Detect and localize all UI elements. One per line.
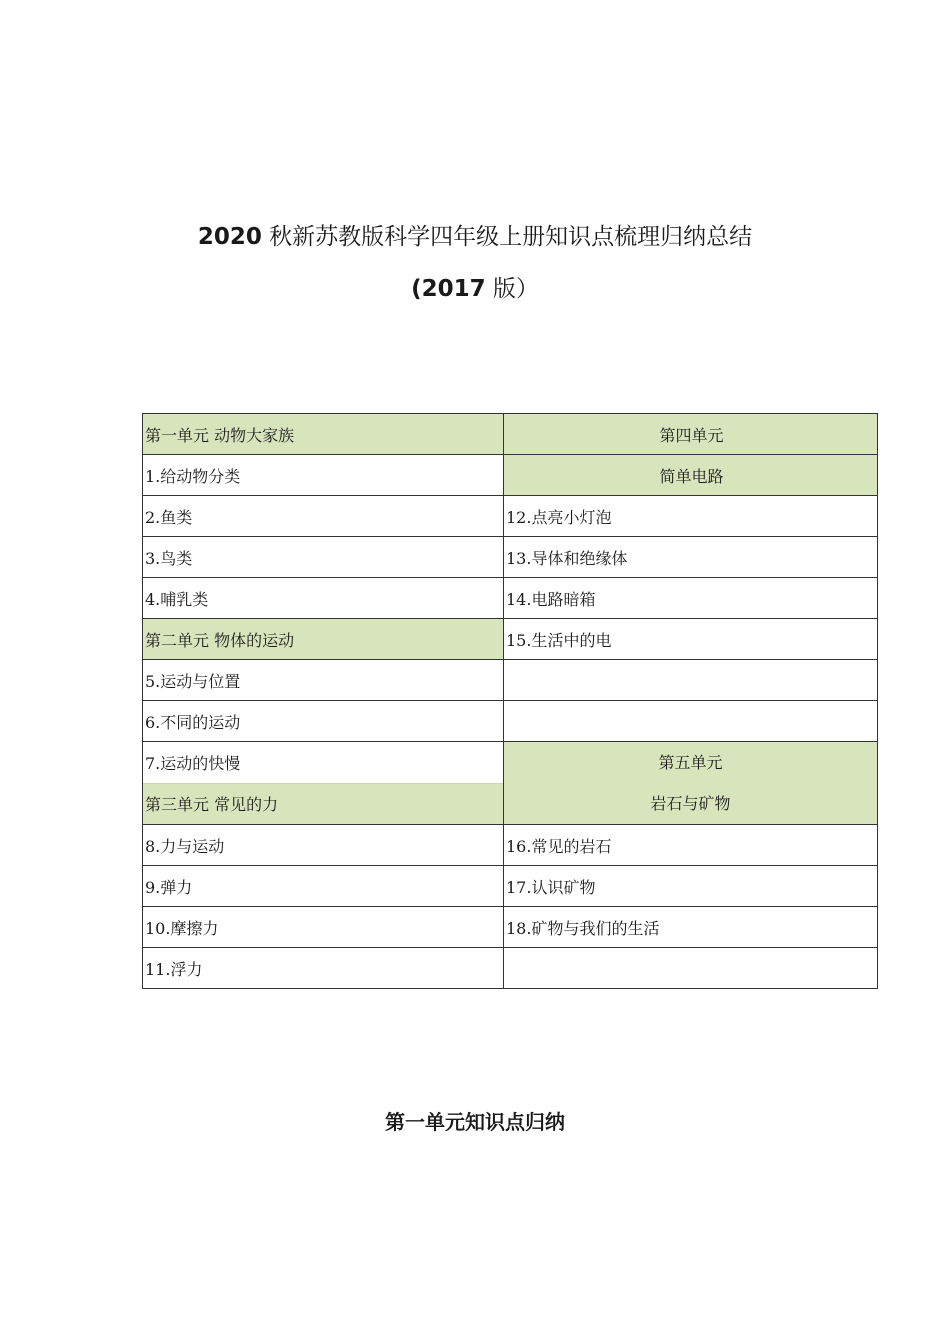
title-main: 秋新苏教版科学四年级上册知识点梳理归纳总结 [269, 224, 753, 250]
lesson-item: 17.认识矿物 [504, 866, 878, 907]
lesson-item: 4.哺乳类 [143, 578, 504, 619]
unit-contents-table [142, 413, 878, 989]
lesson-item: 10.摩擦力 [143, 907, 504, 948]
lesson-item: 2.鱼类 [143, 496, 504, 537]
table-row [143, 742, 878, 784]
table-row [143, 619, 878, 660]
unit4-heading: 第四单元 [504, 414, 878, 455]
lesson-item: 5.运动与位置 [143, 660, 504, 701]
lesson-item: 1.给动物分类 [143, 455, 504, 496]
table-row [143, 537, 878, 578]
lesson-item: 12.点亮小灯泡 [504, 496, 878, 537]
unit1-heading: 第一单元 动物大家族 [143, 414, 504, 455]
lesson-item: 15.生活中的电 [504, 619, 878, 660]
unit5-heading-cell [504, 742, 878, 825]
lesson-item: 18.矿物与我们的生活 [504, 907, 878, 948]
section-heading: 第一单元知识点归纳 [385, 1110, 565, 1134]
lesson-item: 7.运动的快慢 [143, 742, 504, 784]
table-row [143, 866, 878, 907]
unit2-heading: 第二单元 物体的运动 [143, 619, 504, 660]
table-row [143, 825, 878, 866]
table-row [143, 578, 878, 619]
edition-suffix: 版） [492, 276, 539, 302]
unit4-subheading: 简单电路 [504, 455, 878, 496]
unit5-heading: 第五单元 [658, 753, 723, 772]
table-row [143, 907, 878, 948]
document-subtitle [0, 270, 950, 303]
unit3-heading: 第三单元 常见的力 [143, 783, 504, 825]
unit5-subheading: 岩石与矿物 [650, 794, 731, 813]
lesson-item: 13.导体和绝缘体 [504, 537, 878, 578]
empty-cell [504, 948, 878, 989]
document-title [0, 218, 950, 251]
table-row [143, 948, 878, 989]
table-row [143, 701, 878, 742]
lesson-item: 3.鸟类 [143, 537, 504, 578]
title-year: 2020 [197, 224, 262, 250]
lesson-item: 11.浮力 [143, 948, 504, 989]
table-row [143, 660, 878, 701]
table-row [143, 455, 878, 496]
lesson-item: 14.电路暗箱 [504, 578, 878, 619]
lesson-item: 16.常见的岩石 [504, 825, 878, 866]
table-row [143, 496, 878, 537]
empty-cell [504, 660, 878, 701]
lesson-item: 8.力与运动 [143, 825, 504, 866]
lesson-item: 9.弹力 [143, 866, 504, 907]
table-row [143, 414, 878, 455]
empty-cell [504, 701, 878, 742]
lesson-item: 6.不同的运动 [143, 701, 504, 742]
edition-year: (2017 [411, 276, 486, 302]
